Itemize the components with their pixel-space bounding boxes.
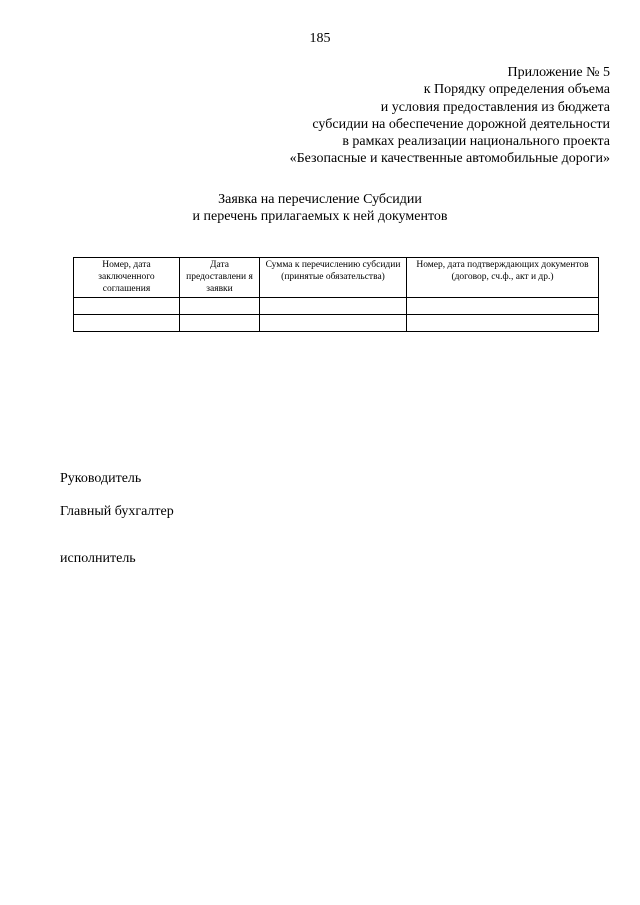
documents-table: [73, 257, 599, 332]
title-line-1: Заявка на перечисление Субсидии: [218, 192, 422, 207]
table-cell[interactable]: [180, 298, 260, 315]
header-agreement: Номер, дата заключенного соглашения: [74, 258, 180, 298]
header-amount: Сумма к перечислению субсидии (принятые обязательства): [260, 258, 407, 298]
header-supporting-docs: Номер, дата подтверждающих документов (договор, сч.ф., акт и др.): [407, 258, 599, 298]
appendix-line: в рамках реализации национального проекта: [342, 134, 610, 150]
appendix-line: субсидии на обеспечение дорожной деятельности: [312, 116, 610, 132]
appendix-line: и условия предоставления из бюджета: [380, 99, 610, 115]
signature-executor-label: исполнитель: [60, 551, 136, 566]
table-header-row: [74, 258, 599, 298]
table-cell[interactable]: [180, 315, 260, 332]
header-request-date: Дата предоставлени я заявки: [180, 258, 260, 298]
table-cell[interactable]: [260, 315, 407, 332]
table-row: [74, 298, 599, 315]
table-cell[interactable]: [74, 315, 180, 332]
appendix-line: «Безопасные и качественные автомобильные дороги»: [289, 151, 610, 167]
appendix-line: Приложение № 5: [507, 65, 610, 80]
table-cell[interactable]: [407, 298, 599, 315]
title-line-2: и перечень прилагаемых к ней документов: [192, 208, 448, 224]
table-row: [74, 315, 599, 332]
document-title: [0, 192, 640, 225]
table-cell[interactable]: [74, 298, 180, 315]
signature-head-label: Руководитель: [60, 471, 142, 486]
table-cell[interactable]: [260, 298, 407, 315]
signature-chief-accountant-label: Главный бухгалтер: [60, 504, 174, 519]
table-cell[interactable]: [407, 315, 599, 332]
appendix-line: к Порядку определения объема: [423, 82, 610, 98]
page-number: 185: [309, 31, 331, 46]
appendix-block: [190, 64, 610, 168]
